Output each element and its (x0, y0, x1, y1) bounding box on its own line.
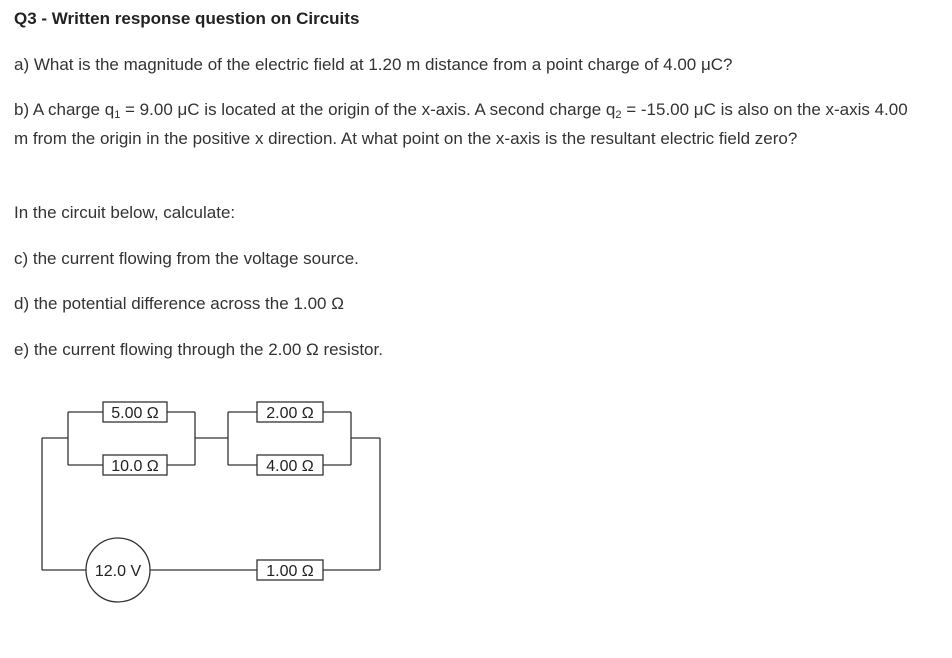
question-d: d) the potential difference across the 1.00 Ω (14, 294, 344, 313)
question-b-text-1: b) A charge q (14, 100, 115, 119)
question-b-sub-1: 1 (114, 109, 121, 121)
voltage-source-label: 12.0 V (94, 563, 142, 580)
circuit-intro: In the circuit below, calculate: (14, 203, 236, 222)
resistor-1-ohm-label: 1.00 Ω (266, 563, 314, 580)
question-c: c) the current flowing from the voltage source. (14, 249, 359, 268)
resistor-5-ohm-label: 5.00 Ω (111, 405, 159, 422)
question-title: Q3 - Written response question on Circuits (14, 9, 360, 28)
question-b-sub-2: 2 (615, 109, 622, 121)
question-b-text-2: = 9.00 μC is located at the origin of the x-axis. A second charge q (120, 100, 616, 119)
resistor-2-ohm-label: 2.00 Ω (266, 405, 314, 422)
question-e: e) the current flowing through the 2.00 Ω resistor. (14, 340, 383, 359)
question-b-text-3: = -15.00 μC is also on the x-axis 4.00 m from the origin in the positive x direction. At what point on the x-axis is the resultant electric field zero? (14, 100, 908, 148)
question-a: a) What is the magnitude of the electric field at 1.20 m distance from a point charge of 4.00 μC? (14, 55, 733, 74)
resistor-4-ohm-label: 4.00 Ω (266, 458, 314, 475)
resistor-10-ohm-label: 10.0 Ω (111, 458, 159, 475)
